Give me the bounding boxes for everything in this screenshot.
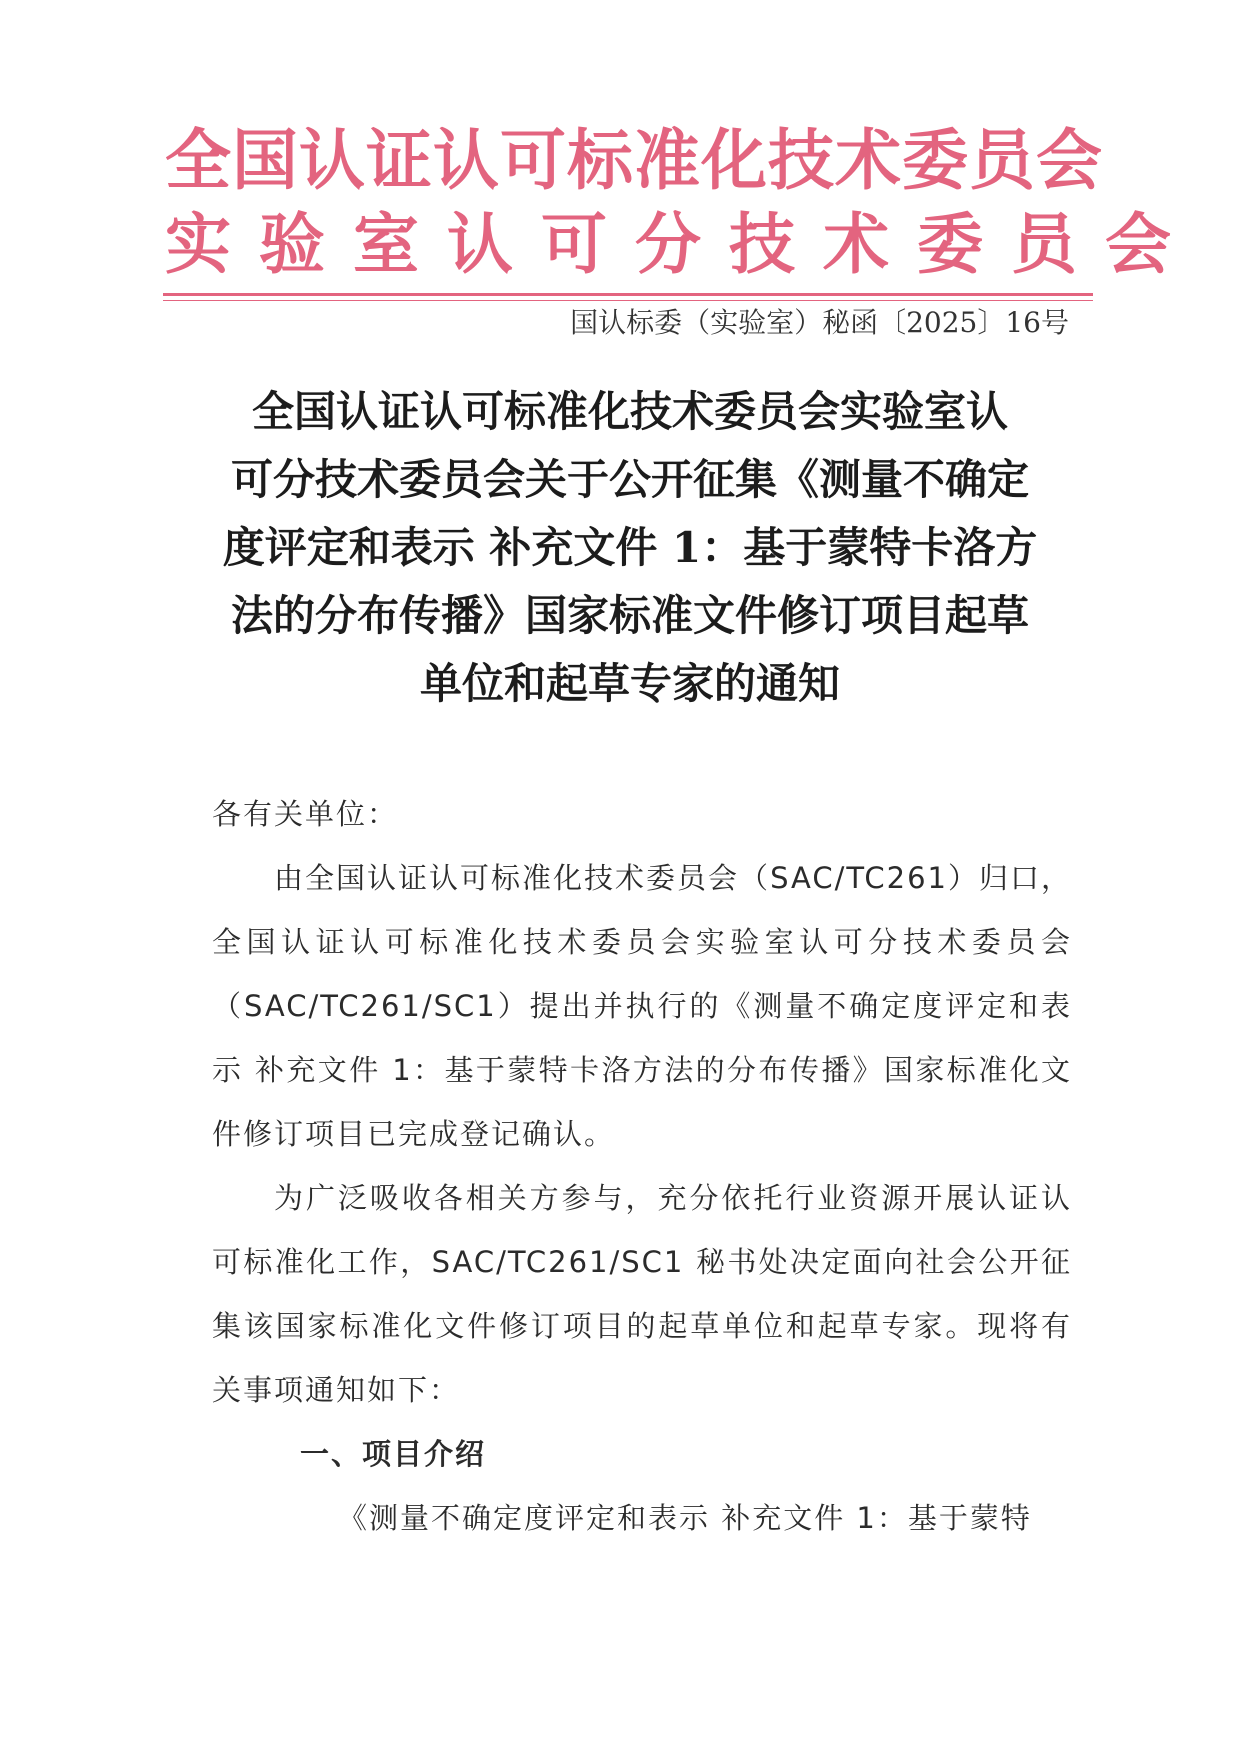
paragraph-text: 由全国认证认可标准化技术委员会（SAC/TC261）归口，全国认证认可标准化技术委员会实验室认可分技术委员会（SAC/TC261/SC1）提出并执行的《测量不确定度评定和表示 补充文件 1：基于蒙特卡洛方法的分布传播》国家标准化文件修订项目已完成登记确认。 [212, 861, 1072, 1151]
title-line: 全国认证认可标准化技术委员会实验室认 [251, 387, 1008, 436]
paragraph-text: 《测量不确定度评定和表示 补充文件 1：基于蒙特 [338, 1501, 1032, 1535]
issuing-org-line-1: 全国认证认可标准化技术委员会 [165, 121, 1103, 199]
salutation-text: 各有关单位： [212, 797, 399, 831]
salutation [212, 782, 1072, 846]
body-paragraph-2 [212, 1166, 1072, 1422]
title-line: 度评定和表示 补充文件 1：基于蒙特卡洛方 [222, 523, 1038, 572]
title-line: 单位和起草专家的通知 [419, 659, 840, 708]
section-heading-text: 一、项目介绍 [300, 1437, 487, 1471]
body-paragraph-3 [338, 1486, 1078, 1550]
red-header-rule-thin [163, 300, 1093, 301]
document-number: 国认标委（实验室）秘函〔2025〕16号 [570, 306, 1069, 339]
title-line: 可分技术委员会关于公开征集《测量不确定 [230, 455, 1029, 504]
paragraph-text: 为广泛吸收各相关方参与，充分依托行业资源开展认证认可标准化工作，SAC/TC261/SC1 秘书处决定面向社会公开征集该国家标准化文件修订项目的起草单位和起草专家。现将有关事项通知如下： [212, 1181, 1072, 1407]
notice-title [200, 378, 1060, 718]
title-line: 法的分布传播》国家标准文件修订项目起草 [230, 591, 1029, 640]
issuing-org-line-2: 实验室认可分技术委员会 [165, 205, 1199, 283]
body-paragraph-1 [212, 846, 1072, 1166]
red-header-rule-thick [163, 293, 1093, 296]
section-heading-1 [300, 1422, 1160, 1486]
